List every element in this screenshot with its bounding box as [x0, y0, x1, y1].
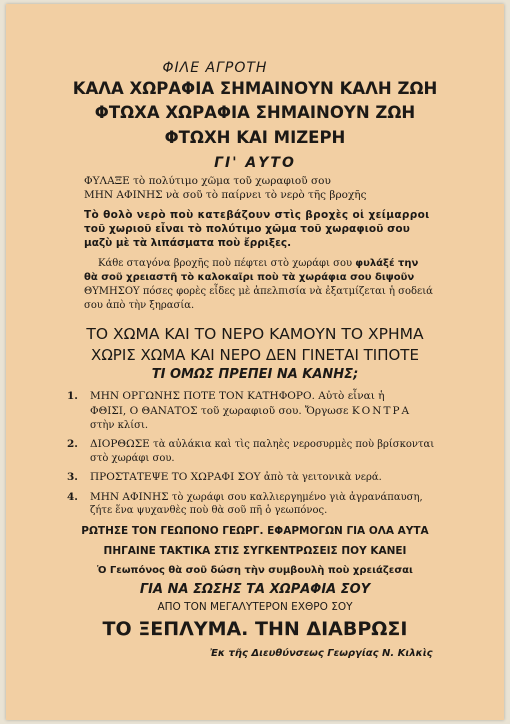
intro-raindrop-text: Κάθε σταγόνα βροχῆς ποὺ πέφτει στὸ χωράφι σου: [98, 258, 353, 269]
intro-dontlet-caps: ΜΗΝ ΑΦΙΝΗΣ: [84, 189, 163, 201]
item-2-number: 2.: [67, 438, 78, 450]
item-4-rest: τὸ χωράφι σου καλλιεργημένο γιὰ ἀγρανάπαυση,: [171, 492, 423, 503]
item-3-caps: ΠΡΟΣΤΑΤΕΨΕ ΤΟ ΧΩΡΑΦΙ ΣΟΥ: [90, 471, 261, 483]
therefore-heading: ΓΙ' ΑΥΤΟ: [214, 155, 296, 171]
greeting: ΦΙΛΕ ΑΓΡΟΤΗ: [162, 60, 268, 76]
closing-erosion: ΤΟ ΞΕΠΛΥΜΑ. ΤΗΝ ΔΙΑΒΡΩΣΙ: [102, 618, 408, 640]
intro-keep-rest: τὸ πολύτιμο χῶμα τοῦ χωραφιοῦ σου: [133, 175, 331, 187]
item-4-line-1: [90, 491, 423, 503]
item-1-mid: τοῦ χωραφιοῦ σου. Ὄργωσε: [200, 405, 349, 417]
item-1-contra: ΚΟΝΤΡΑ: [351, 405, 412, 417]
intro-line-keep-soil: [84, 175, 331, 187]
intro-muddy-water-3: μαζὺ μὲ τὰ λιπάσματα ποὺ ἔρριξες.: [84, 237, 292, 249]
closing-save-fields: ΓΙΑ ΝΑ ΣΩΣΗΣ ΤΑ ΧΩΡΑΦΙΑ ΣΟΥ: [139, 582, 371, 597]
intro-raindrop-1: [98, 258, 418, 269]
poster-sheet: [6, 4, 504, 720]
item-1-death-caps: ΦΘΙΣΙ, Ο ΘΑΝΑΤΟΣ: [90, 405, 198, 417]
intro-raindrop-keep: φυλάξέ την: [355, 258, 419, 269]
item-2-rest: τὰ αὐλάκια καὶ τὶς παληὲς νεροσυρμὲς ποὺ βρίσκονται: [153, 439, 435, 450]
intro-remember-rest: πόσες φορὲς εἶδες μὲ ἀπελπισία νὰ ἐξατμίζεται ἡ σοδειά: [142, 286, 433, 297]
signature-directorate: Ἐκ τῆς Διευθύνσεως Γεωργίας Ν. Κιλκὶς: [210, 648, 433, 659]
item-4-caps: ΜΗΝ ΑΦΙΝΗΣ: [90, 491, 169, 503]
item-1-line-3: στὴν κλίσι.: [90, 420, 149, 431]
item-2-caps: ΔΙΟΡΘΩΣΕ: [90, 438, 150, 450]
slogan-question: ΤΙ ΟΜΩΣ ΠΡΕΠΕΙ ΝΑ ΚΑΝΗΣ;: [151, 367, 359, 382]
closing-attend-meetings: ΠΗΓΑΙΝΕ ΤΑΚΤΙΚΑ ΣΤΙΣ ΣΥΓΚΕΝΤΡΩΣΕΙΣ ΠΟΥ ΚΑΝΕΙ: [103, 545, 407, 557]
intro-dontlet-rest: νὰ σοῦ τὸ παίρνει τὸ νερὸ τῆς βροχῆς: [165, 189, 367, 201]
intro-line-dont-let: [84, 189, 366, 201]
closing-from-enemy: ΑΠΟ ΤΟΝ ΜΕΓΑΛΥΤΕΡΟΝ ΕΧΘΡΟ ΣΟΥ: [157, 601, 353, 613]
intro-raindrop-2: θὰ σοῦ χρειαστῆ τὸ καλοκαῖρι ποὺ τὰ χωράφια σου διψοῦν: [84, 272, 415, 283]
intro-muddy-water-1: Τὸ θολὸ νερὸ ποὺ κατεβάζουν στὶς βροχὲς οἱ χείμαρροι: [84, 209, 430, 221]
headline-good-fields: ΚΑΛΑ ΧΩΡΑΦΙΑ ΣΗΜΑΙΝΟΥΝ ΚΑΛΗ ΖΩΗ: [72, 79, 438, 98]
item-1-line-1: [90, 390, 385, 402]
closing-advice: Ὁ Γεωπόνος θὰ σοῦ δώση τὴν συμβουλὴ ποὺ χρειάζεσαι: [97, 565, 413, 576]
poster-content: [6, 4, 504, 720]
item-2-line-2: στὸ χωράφι σου.: [90, 453, 175, 464]
intro-raindrop-3: [84, 286, 433, 297]
item-1-number: 1.: [67, 390, 78, 402]
item-3-number: 3.: [67, 471, 78, 483]
item-3-rest: ἀπὸ τὰ γειτονικὰ νερά.: [263, 472, 382, 483]
item-1-rest: Αὐτὸ εἶναι ἡ: [318, 390, 385, 402]
intro-keep-caps: ΦΥΛΑΞΕ: [84, 175, 130, 187]
intro-remember-caps: ΘΥΜΗΣΟΥ: [84, 286, 140, 297]
intro-raindrop-4: σου ἀπὸ τὴν ξηρασία.: [84, 300, 195, 311]
slogan-nothing-without: ΧΩΡΙΣ ΧΩΜΑ ΚΑΙ ΝΕΡΟ ΔΕΝ ΓΙΝΕΤΑΙ ΤΙΠΟΤΕ: [91, 346, 419, 364]
intro-muddy-water-2: τοῦ χωριοῦ εἶναι τὸ πολύτιμο χῶμα τοῦ χωραφιοῦ σου: [84, 223, 410, 235]
headline-poor-life: ΦΤΩΧΗ ΚΑΙ ΜΙΖΕΡΗ: [164, 128, 346, 147]
item-4-line-2: ζήτε ἕνα ψυχανθὲς ποὺ θὰ σοῦ πῆ ὁ γεωπόνος.: [90, 505, 328, 516]
item-2-line-1: [90, 438, 434, 450]
item-1-caps: ΜΗΝ ΟΡΓΩΝΗΣ ΠΟΤΕ ΤΟΝ ΚΑΤΗΦΟΡΟ.: [90, 390, 315, 402]
item-4-number: 4.: [67, 491, 78, 503]
closing-ask-agronomist: ΡΩΤΗΣΕ ΤΟΝ ΓΕΩΠΟΝΟ ΓΕΩΡΓ. ΕΦΑΡΜΟΓΩΝ ΓΙΑ ΟΛΑ ΑΥΤΑ: [81, 525, 429, 537]
item-3-line-1: [90, 471, 382, 483]
slogan-soil-water-money: ΤΟ ΧΩΜΑ ΚΑΙ ΤΟ ΝΕΡΟ ΚΑΜΟΥΝ ΤΟ ΧΡΗΜΑ: [86, 325, 424, 343]
item-1-line-2: [90, 405, 411, 417]
headline-poor-fields: ΦΤΩΧΑ ΧΩΡΑΦΙΑ ΣΗΜΑΙΝΟΥΝ ΖΩΗ: [94, 103, 416, 122]
